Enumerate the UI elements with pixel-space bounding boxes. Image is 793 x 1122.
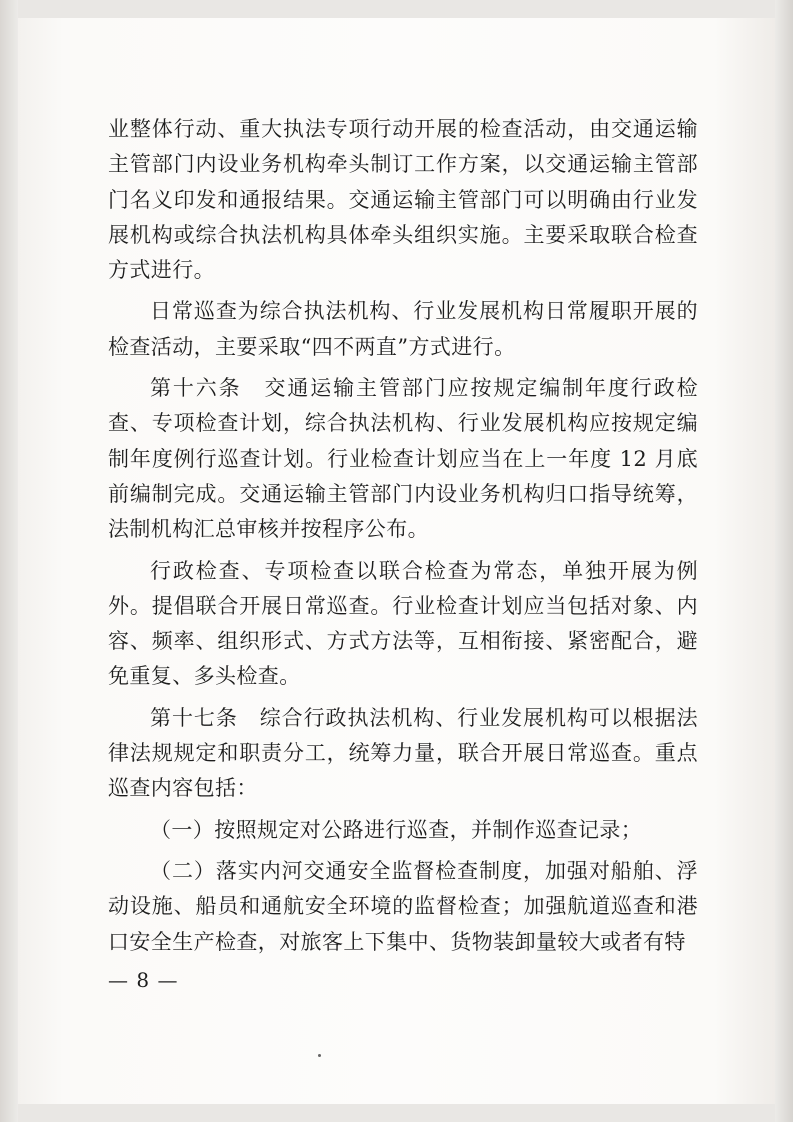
paragraph-article-16: 第十六条 交通运输主管部门应按规定编制年度行政检查、专项检查计划，综合执法机构、行业发展机构应按规定编制年度例行巡查计划。行业检查计划应当在上一年度 12 月底前编制完成。交通运输主管部门内设业务机构归口指导统筹，法制机构汇总审核并按程序公布。 <box>108 376 698 542</box>
page-right-edge <box>775 0 793 1122</box>
page-left-edge <box>0 0 18 1122</box>
speck-mark <box>318 1054 321 1057</box>
page-number: — 8 — <box>108 968 179 992</box>
document-body <box>108 112 698 960</box>
paragraph-article-17: 第十七条 综合行政执法机构、行业发展机构可以根据法律法规规定和职责分工，统筹力量，联合开展日常巡查。重点巡查内容包括： <box>108 705 698 801</box>
list-item-2: （二）落实内河交通安全监督检查制度，加强对船舶、浮动设施、船员和通航安全环境的监督检查；加强航道巡查和港口安全生产检查，对旅客上下集中、货物装卸量较大或者有特 <box>108 858 698 954</box>
paragraph-continuation: 业整体行动、重大执法专项行动开展的检查活动，由交通运输主管部门内设业务机构牵头制订工作方案，以交通运输主管部门名义印发和通报结果。交通运输主管部门可以明确由行业发展机构或综合执法机构具体牵头组织实施。主要采取联合检查方式进行。 <box>108 117 698 283</box>
paragraph-daily-patrol: 日常巡查为综合执法机构、行业发展机构日常履职开展的检查活动，主要采取“四不两直”方式进行。 <box>108 299 698 359</box>
list-item-1: （一）按照规定对公路进行巡查，并制作巡查记录； <box>150 817 643 842</box>
paragraph-joint-inspection: 行政检查、专项检查以联合检查为常态，单独开展为例外。提倡联合开展日常巡查。行业检查计划应当包括对象、内容、频率、组织形式、方式方法等，互相衔接、紧密配合，避免重复、多头检查。 <box>108 558 698 689</box>
